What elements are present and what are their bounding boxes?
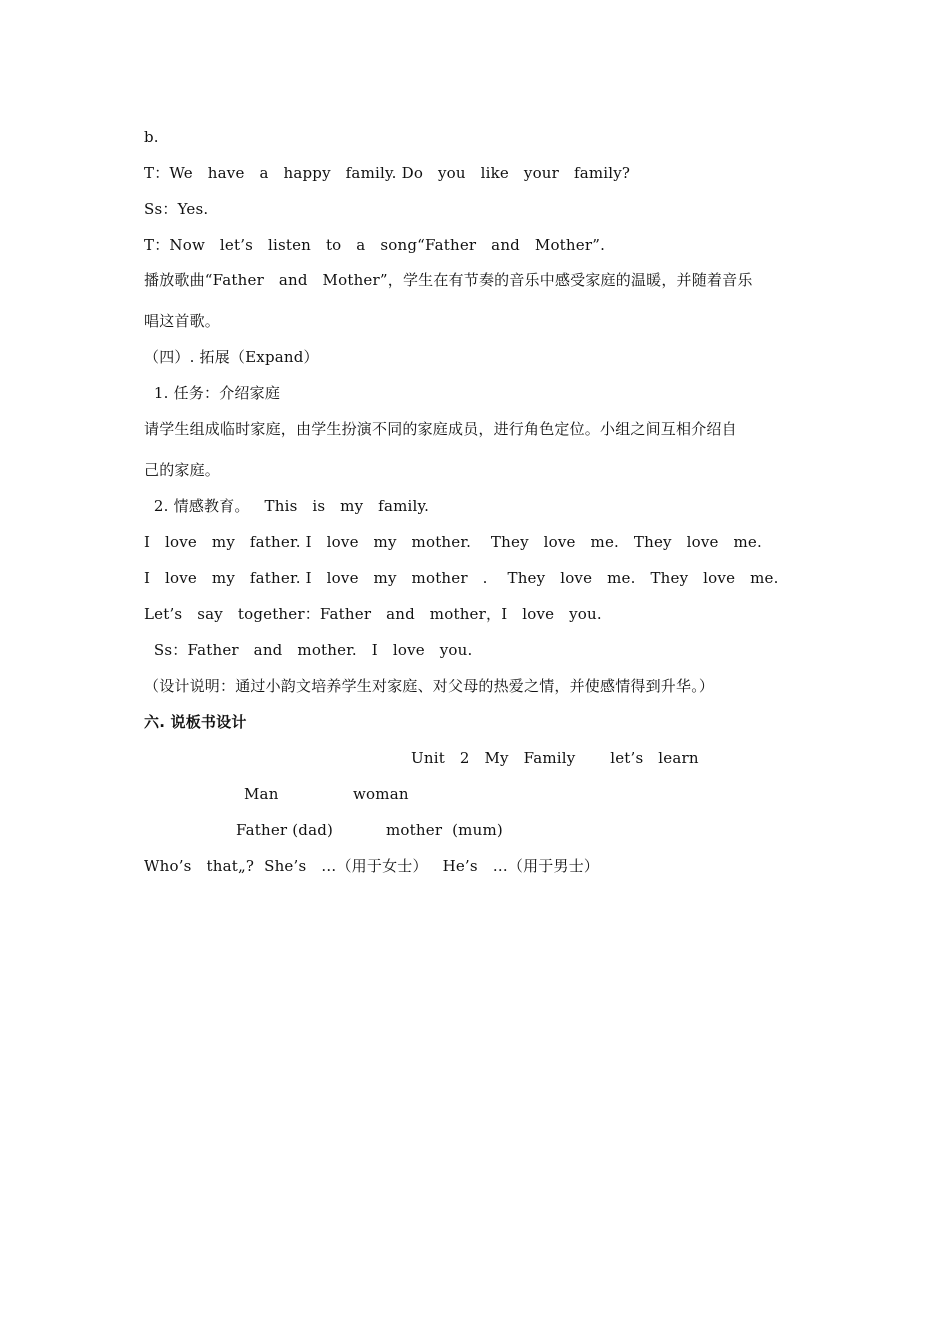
board-title: Unit 2 My Family let’s learn [411,749,699,767]
text-line-sing-song: 唱这首歌。 [144,312,221,330]
board-sentence-pattern: Who’s that„? She’s …（用于女士） He’s …（用于男士） [144,857,600,875]
board-word-father: Father (dad) [236,821,334,839]
board-word-woman: woman [353,785,409,803]
text-line-task-description: 请学生组成临时家庭，由学生扮演不同的家庭成员，进行角色定位。小组之间互相介绍自 [144,420,737,438]
text-line-teacher-question: T：We have a happy family. Do you like your family? [144,164,631,182]
text-line-rhyme-2: I love my father. I love my mother . They love me. They love me. [144,569,779,587]
text-line-students-answer: Ss：Yes. [144,200,209,218]
text-line-b: b. [144,128,159,146]
text-line-students-response: Ss：Father and mother. I love you. [144,641,473,659]
text-line-teacher-song: T：Now let’s listen to a song“Father and Mother”. [144,236,606,254]
section-heading-expand: （四）. 拓展（Expand） [144,348,319,366]
board-word-mother: mother (mum) [386,821,503,839]
text-line-design-note: （设计说明：通过小韵文培养学生对家庭、对父母的热爱之情，并使感情得到升华。） [144,677,715,695]
text-line-play-song: 播放歌曲“Father and Mother”，学生在有节奏的音乐中感受家庭的温暖，并随着音乐 [144,271,753,289]
text-line-rhyme-1: I love my father. I love my mother. They love me. They love me. [144,533,762,551]
text-line-task: 1. 任务：介绍家庭 [144,384,281,402]
text-line-task-description-cont: 己的家庭。 [144,461,221,479]
board-word-man: Man [244,785,279,803]
text-line-emotion-education: 2. 情感教育。 This is my family. [144,497,430,515]
text-line-say-together: Let’s say together：Father and mother，I love you. [144,605,602,623]
section-heading-board-design: 六. 说板书设计 [144,713,247,731]
